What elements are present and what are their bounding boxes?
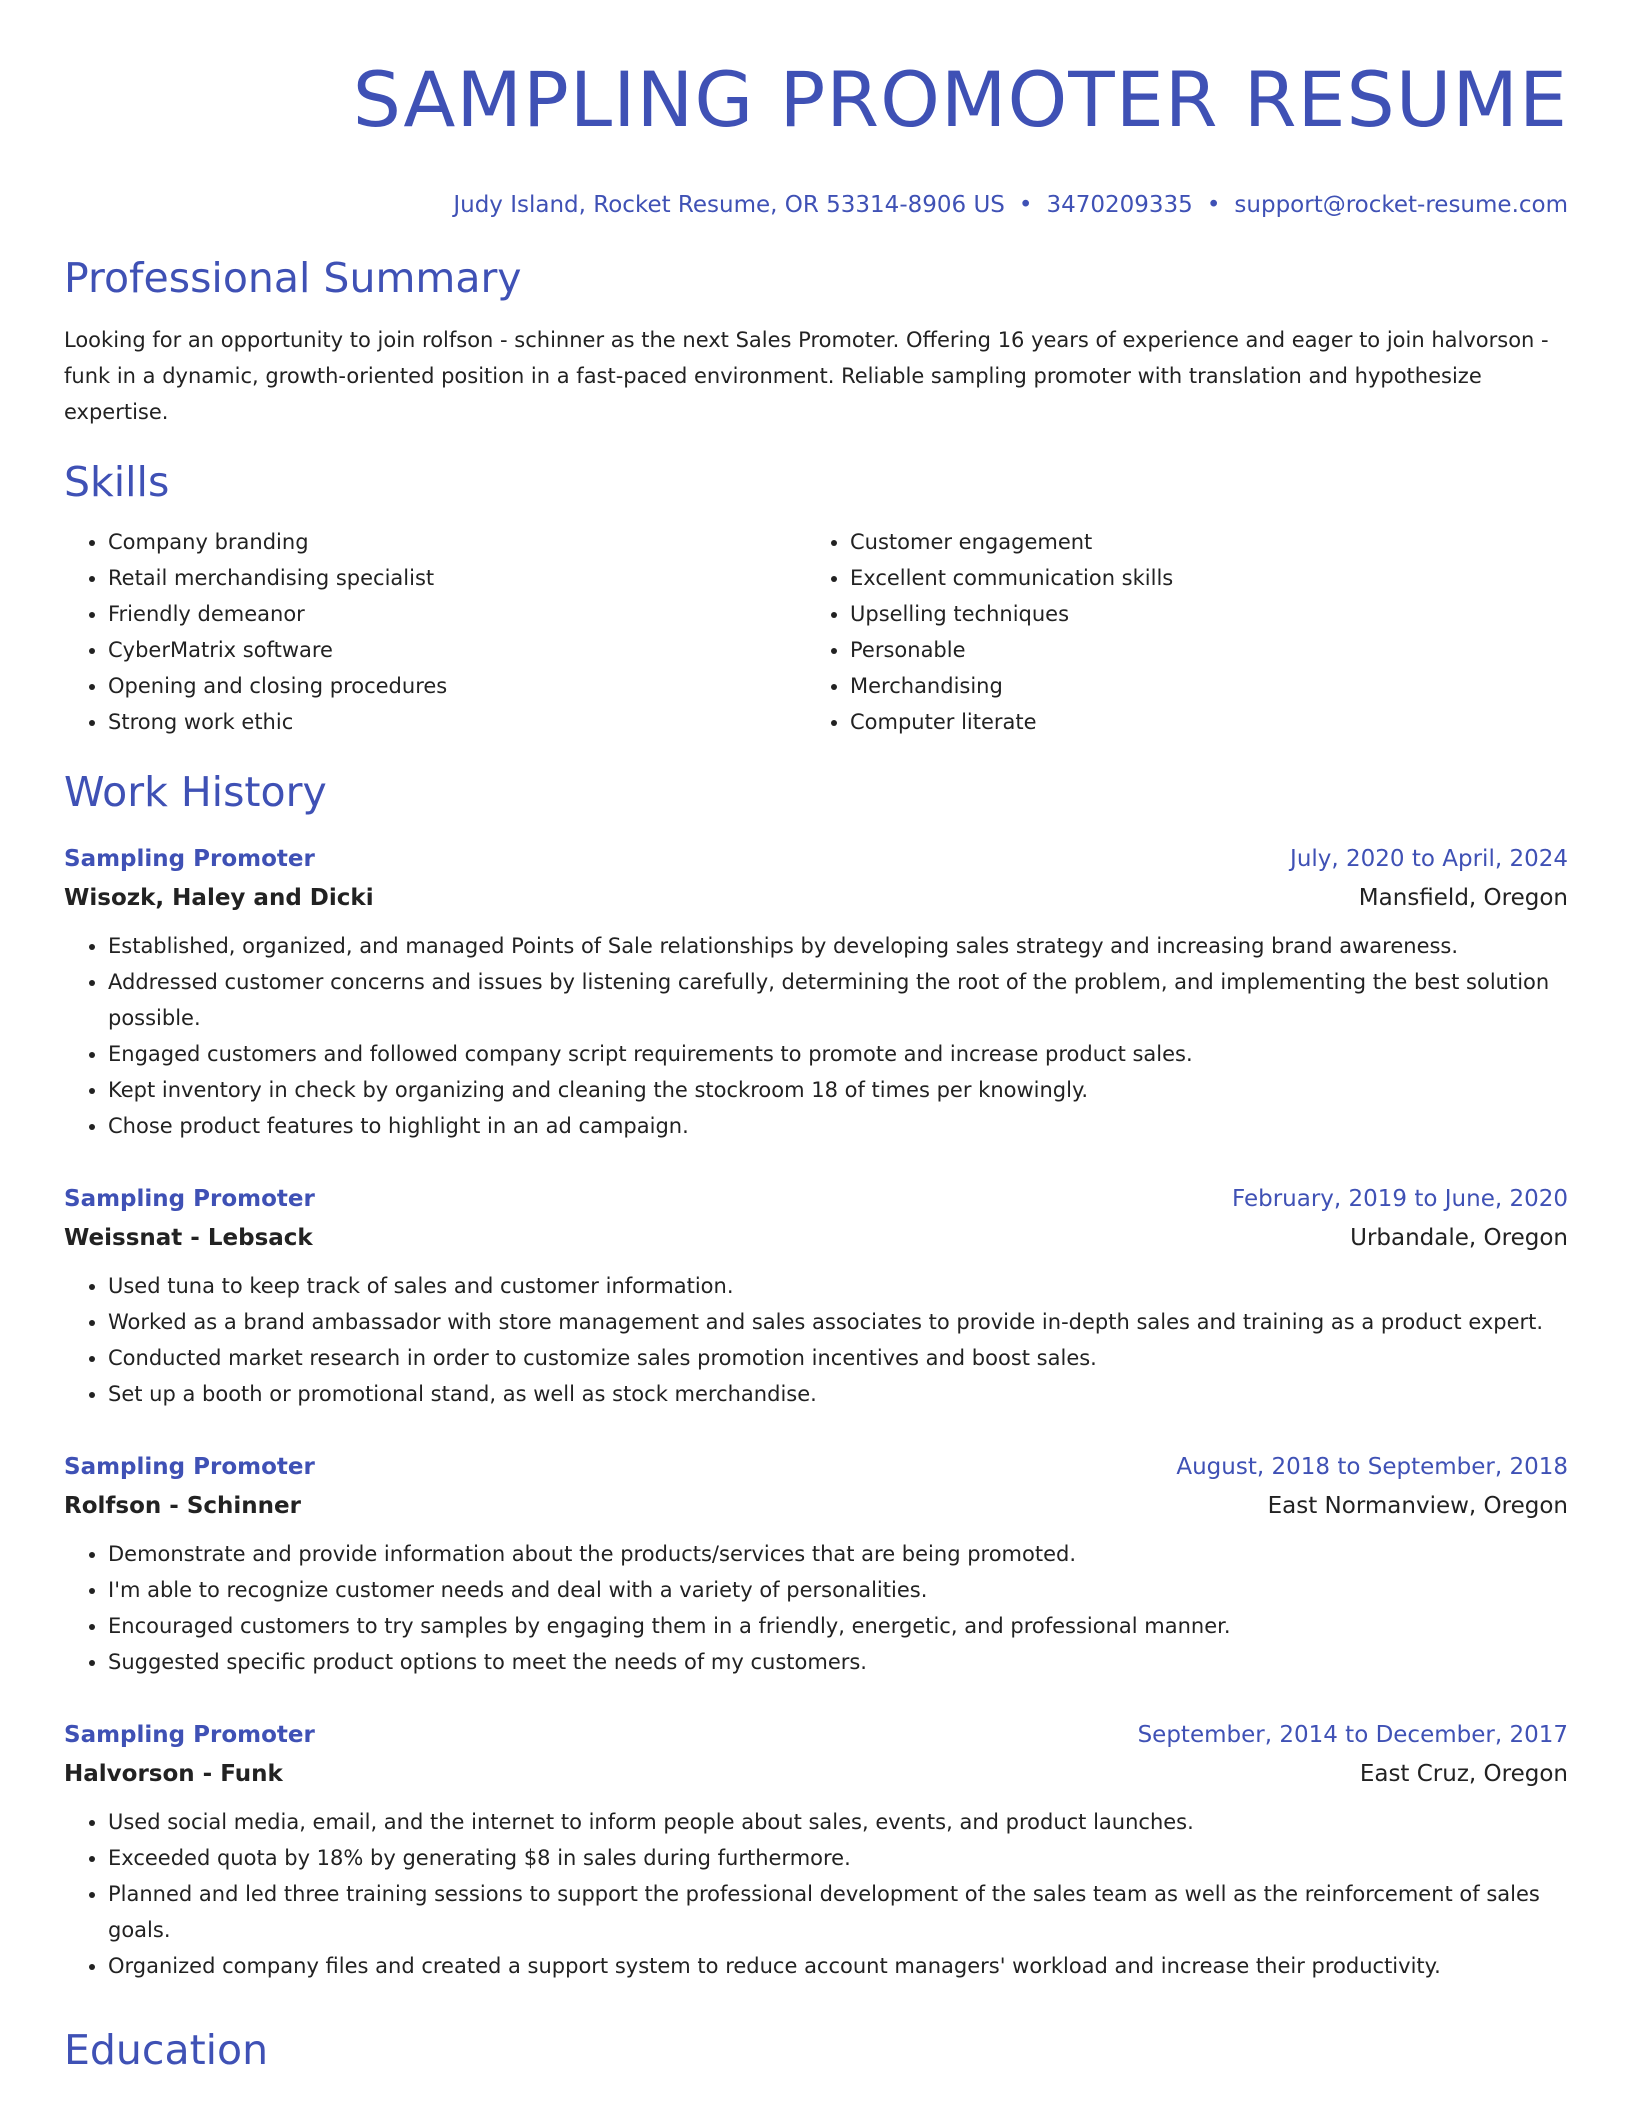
job-entry [64,1448,1568,1680]
job-title: Sampling Promoter [64,1186,315,1212]
skill-item: • Opening and closing procedures [108,668,806,704]
job-bullets [64,928,1568,1144]
contact-separator: • [1018,192,1033,218]
job-bullet: • Used social media, email, and the internet to inform people about sales, events, and product launches. [108,1804,1568,1840]
resume-title: SAMPLING PROMOTER RESUME [352,55,1568,144]
job-location: Mansfield, Oregon [1358,885,1568,911]
job-entry [64,1716,1568,1984]
job-header-row [64,840,1568,878]
work-history-heading: Work History [64,768,327,816]
job-title: Sampling Promoter [64,1722,315,1748]
job-dates: February, 2019 to June, 2020 [1231,1186,1568,1212]
skill-item: • Computer literate [850,704,1548,740]
job-bullets [64,1268,1568,1412]
job-entry [64,1180,1568,1412]
job-dates: September, 2014 to December, 2017 [1137,1722,1568,1748]
contact-line [64,190,1568,220]
skill-item: • Strong work ethic [108,704,806,740]
job-bullet: • Exceeded quota by 18% by generating $8 in sales during furthermore. [108,1840,1568,1876]
job-location: East Cruz, Oregon [1359,1761,1568,1787]
job-company-row [64,878,1568,918]
job-header-row [64,1448,1568,1486]
resume-header [64,0,1568,220]
job-dates: July, 2020 to April, 2024 [1290,846,1568,872]
job-company: Rolfson - Schinner [64,1493,301,1519]
job-entry [64,840,1568,1144]
job-bullet: • Encouraged customers to try samples by engaging them in a friendly, energetic, and professional manner. [108,1608,1568,1644]
job-bullet: • Suggested specific product options to meet the needs of my customers. [108,1644,1568,1680]
job-bullet: • Engaged customers and followed company script requirements to promote and increase product sales. [108,1036,1568,1072]
job-bullet: • Planned and led three training sessions to support the professional development of the sales team as well as the reinforcement of sales goals. [108,1876,1568,1948]
skill-item: • CyberMatrix software [108,632,806,668]
job-dates: August, 2018 to September, 2018 [1176,1454,1568,1480]
job-bullet: • Set up a booth or promotional stand, as well as stock merchandise. [108,1376,1568,1412]
job-bullet: • Conducted market research in order to customize sales promotion incentives and boost sales. [108,1340,1568,1376]
skill-item: • Customer engagement [850,524,1548,560]
job-title: Sampling Promoter [64,846,315,872]
job-header-row [64,1180,1568,1218]
job-company: Weissnat - Lebsack [64,1225,313,1251]
job-company-row [64,1218,1568,1258]
job-bullets [64,1804,1568,1984]
skill-item: • Excellent communication skills [850,560,1548,596]
skills-list-right [806,524,1548,740]
job-title: Sampling Promoter [64,1454,315,1480]
job-company-row [64,1486,1568,1526]
job-bullet: • Demonstrate and provide information about the products/services that are being promoted. [108,1536,1568,1572]
education-heading: Education [64,2026,269,2074]
job-location: East Normanview, Oregon [1267,1493,1568,1519]
skills-list-left [64,524,806,740]
job-bullet: • Addressed customer concerns and issues by listening carefully, determining the root of the problem, and implementing the best solution possible. [108,964,1568,1036]
job-bullet: • I'm able to recognize customer needs and deal with a variety of personalities. [108,1572,1568,1608]
job-header-row [64,1716,1568,1754]
job-location: Urbandale, Oregon [1350,1225,1568,1251]
job-company-row [64,1754,1568,1794]
job-bullet: • Chose product features to highlight in an ad campaign. [108,1108,1568,1144]
job-bullet: • Organized company files and created a support system to reduce account managers' workload and increase their productivity. [108,1948,1568,1984]
skill-item: • Upselling techniques [850,596,1548,632]
job-bullet: • Kept inventory in check by organizing and cleaning the stockroom 18 of times per knowingly. [108,1072,1568,1108]
skill-item: • Retail merchandising specialist [108,560,806,596]
skill-item: • Friendly demeanor [108,596,806,632]
job-bullet: • Used tuna to keep track of sales and customer information. [108,1268,1568,1304]
job-company: Wisozk, Haley and Dicki [64,885,374,911]
skills-heading: Skills [64,458,170,506]
job-bullet: • Established, organized, and managed Points of Sale relationships by developing sales strategy and increasing brand awareness. [108,928,1568,964]
contact-phone: 3470209335 [1046,192,1193,218]
job-bullet: • Worked as a brand ambassador with store management and sales associates to provide in-depth sales and training as a product expert. [108,1304,1568,1340]
job-bullets [64,1536,1568,1680]
summary-heading: Professional Summary [64,254,522,302]
skill-item: • Company branding [108,524,806,560]
contact-email: support@rocket-resume.com [1234,192,1568,218]
contact-address: Judy Island, Rocket Resume, OR 53314-8906 US [453,192,1005,218]
skills-grid [64,524,1568,740]
job-company: Halvorson - Funk [64,1761,283,1787]
skill-item: • Merchandising [850,668,1548,704]
skill-item: • Personable [850,632,1548,668]
summary-text: Looking for an opportunity to join rolfson - schinner as the next Sales Promoter. Offering 16 years of experience and eager to join halvorson - funk in a dynamic, growth-oriented position in a fast-paced environment. Reliable sampling promoter with translation and hypothesize expertise. [64,328,1549,424]
contact-separator: • [1206,192,1221,218]
